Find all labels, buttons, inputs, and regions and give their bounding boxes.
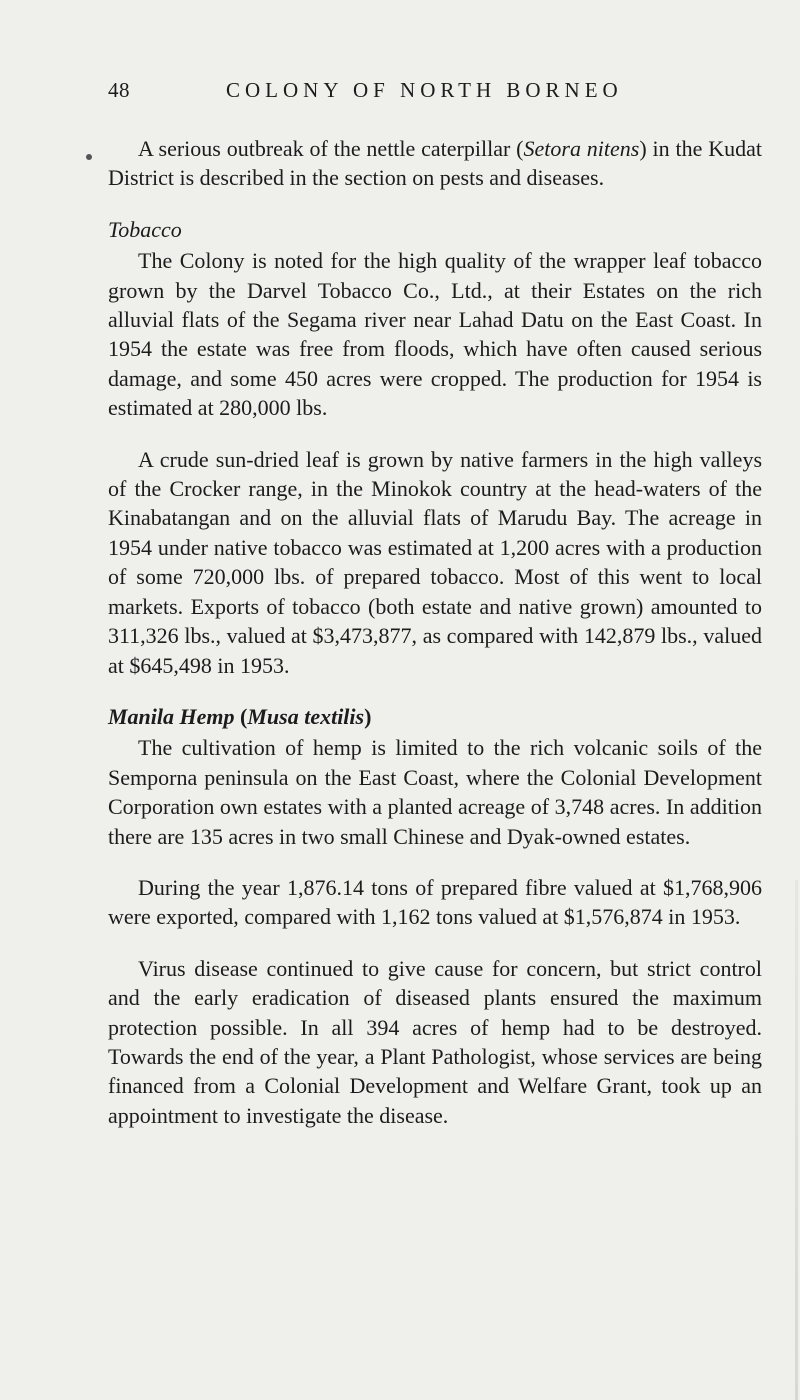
heading-latin-name: Musa textilis [247, 703, 365, 729]
running-title: COLONY OF NORTH BORNEO [226, 78, 623, 102]
hemp-paragraph-1: The cultivation of hemp is limited to the rich volcanic soils of the Semporna peninsula on the East Coast, where the Colonial Development Corporation own estates with a planted acreage of 3,748 acres. In addition there are 135 acres in two small Chinese and Dyak-owned estates. [108, 735, 762, 849]
heading-open-paren: ( [234, 703, 248, 729]
section-heading-manila-hemp [108, 702, 762, 731]
intro-text-after: ) in the Kudat District is described in the section on pests and diseases. [108, 136, 762, 191]
hemp-paragraph-3: Virus disease continued to give cause for concern, but strict control and the early eradication of diseased plants ensured the maximum protection possible. In all 394 acres of hemp had to be destroyed. Towards the end of the year, a Plant Pathologist, whose services are being financed from a Colonial Development and Welfare Grant, took up an appointment to investigate the disease. [108, 955, 762, 1128]
tobacco-paragraph-1: The Colony is noted for the high quality of the wrapper leaf tobacco grown by the Darvel Tobacco Co., Ltd., at their Estates on the rich alluvial flats of the Segama river near Lahad Datu on the East Coast. In 1954 the estate was free from floods, which have often caused serious damage, and some 450 acres were cropped. The production for 1954 is estimated at 280,000 lbs. [108, 248, 762, 421]
section-heading-tobacco: Tobacco [108, 216, 182, 242]
heading-close-paren: ) [364, 703, 372, 729]
hemp-paragraph-2: During the year 1,876.14 tons of prepared fibre valued at $1,768,906 were exported, compared with 1,162 tons valued at $1,576,874 in 1953. [108, 874, 762, 930]
page-edge-shadow [795, 880, 798, 1400]
heading-main: Manila Hemp [108, 703, 235, 729]
page-number: 48 [108, 78, 130, 102]
page-header [108, 78, 762, 112]
margin-dot [86, 154, 92, 160]
tobacco-paragraph-2: A crude sun-dried leaf is grown by native farmers in the high valleys of the Crocker range, in the Minokok country at the head-waters of the Kinabatangan and on the alluvial flats of Marudu Bay. The acreage in 1954 under native tobacco was estimated at 1,200 acres with a production of some 720,000 lbs. of prepared tobacco. Most of this went to local markets. Exports of tobacco (both estate and native grown) amounted to 311,326 lbs., valued at $3,473,877, as compared with 142,879 lbs., valued at $645,498 in 1953. [108, 446, 762, 678]
intro-text-before: A serious outbreak of the nettle caterpillar ( [138, 136, 524, 161]
intro-paragraph [108, 134, 762, 193]
intro-species-name: Setora nitens [523, 136, 640, 161]
